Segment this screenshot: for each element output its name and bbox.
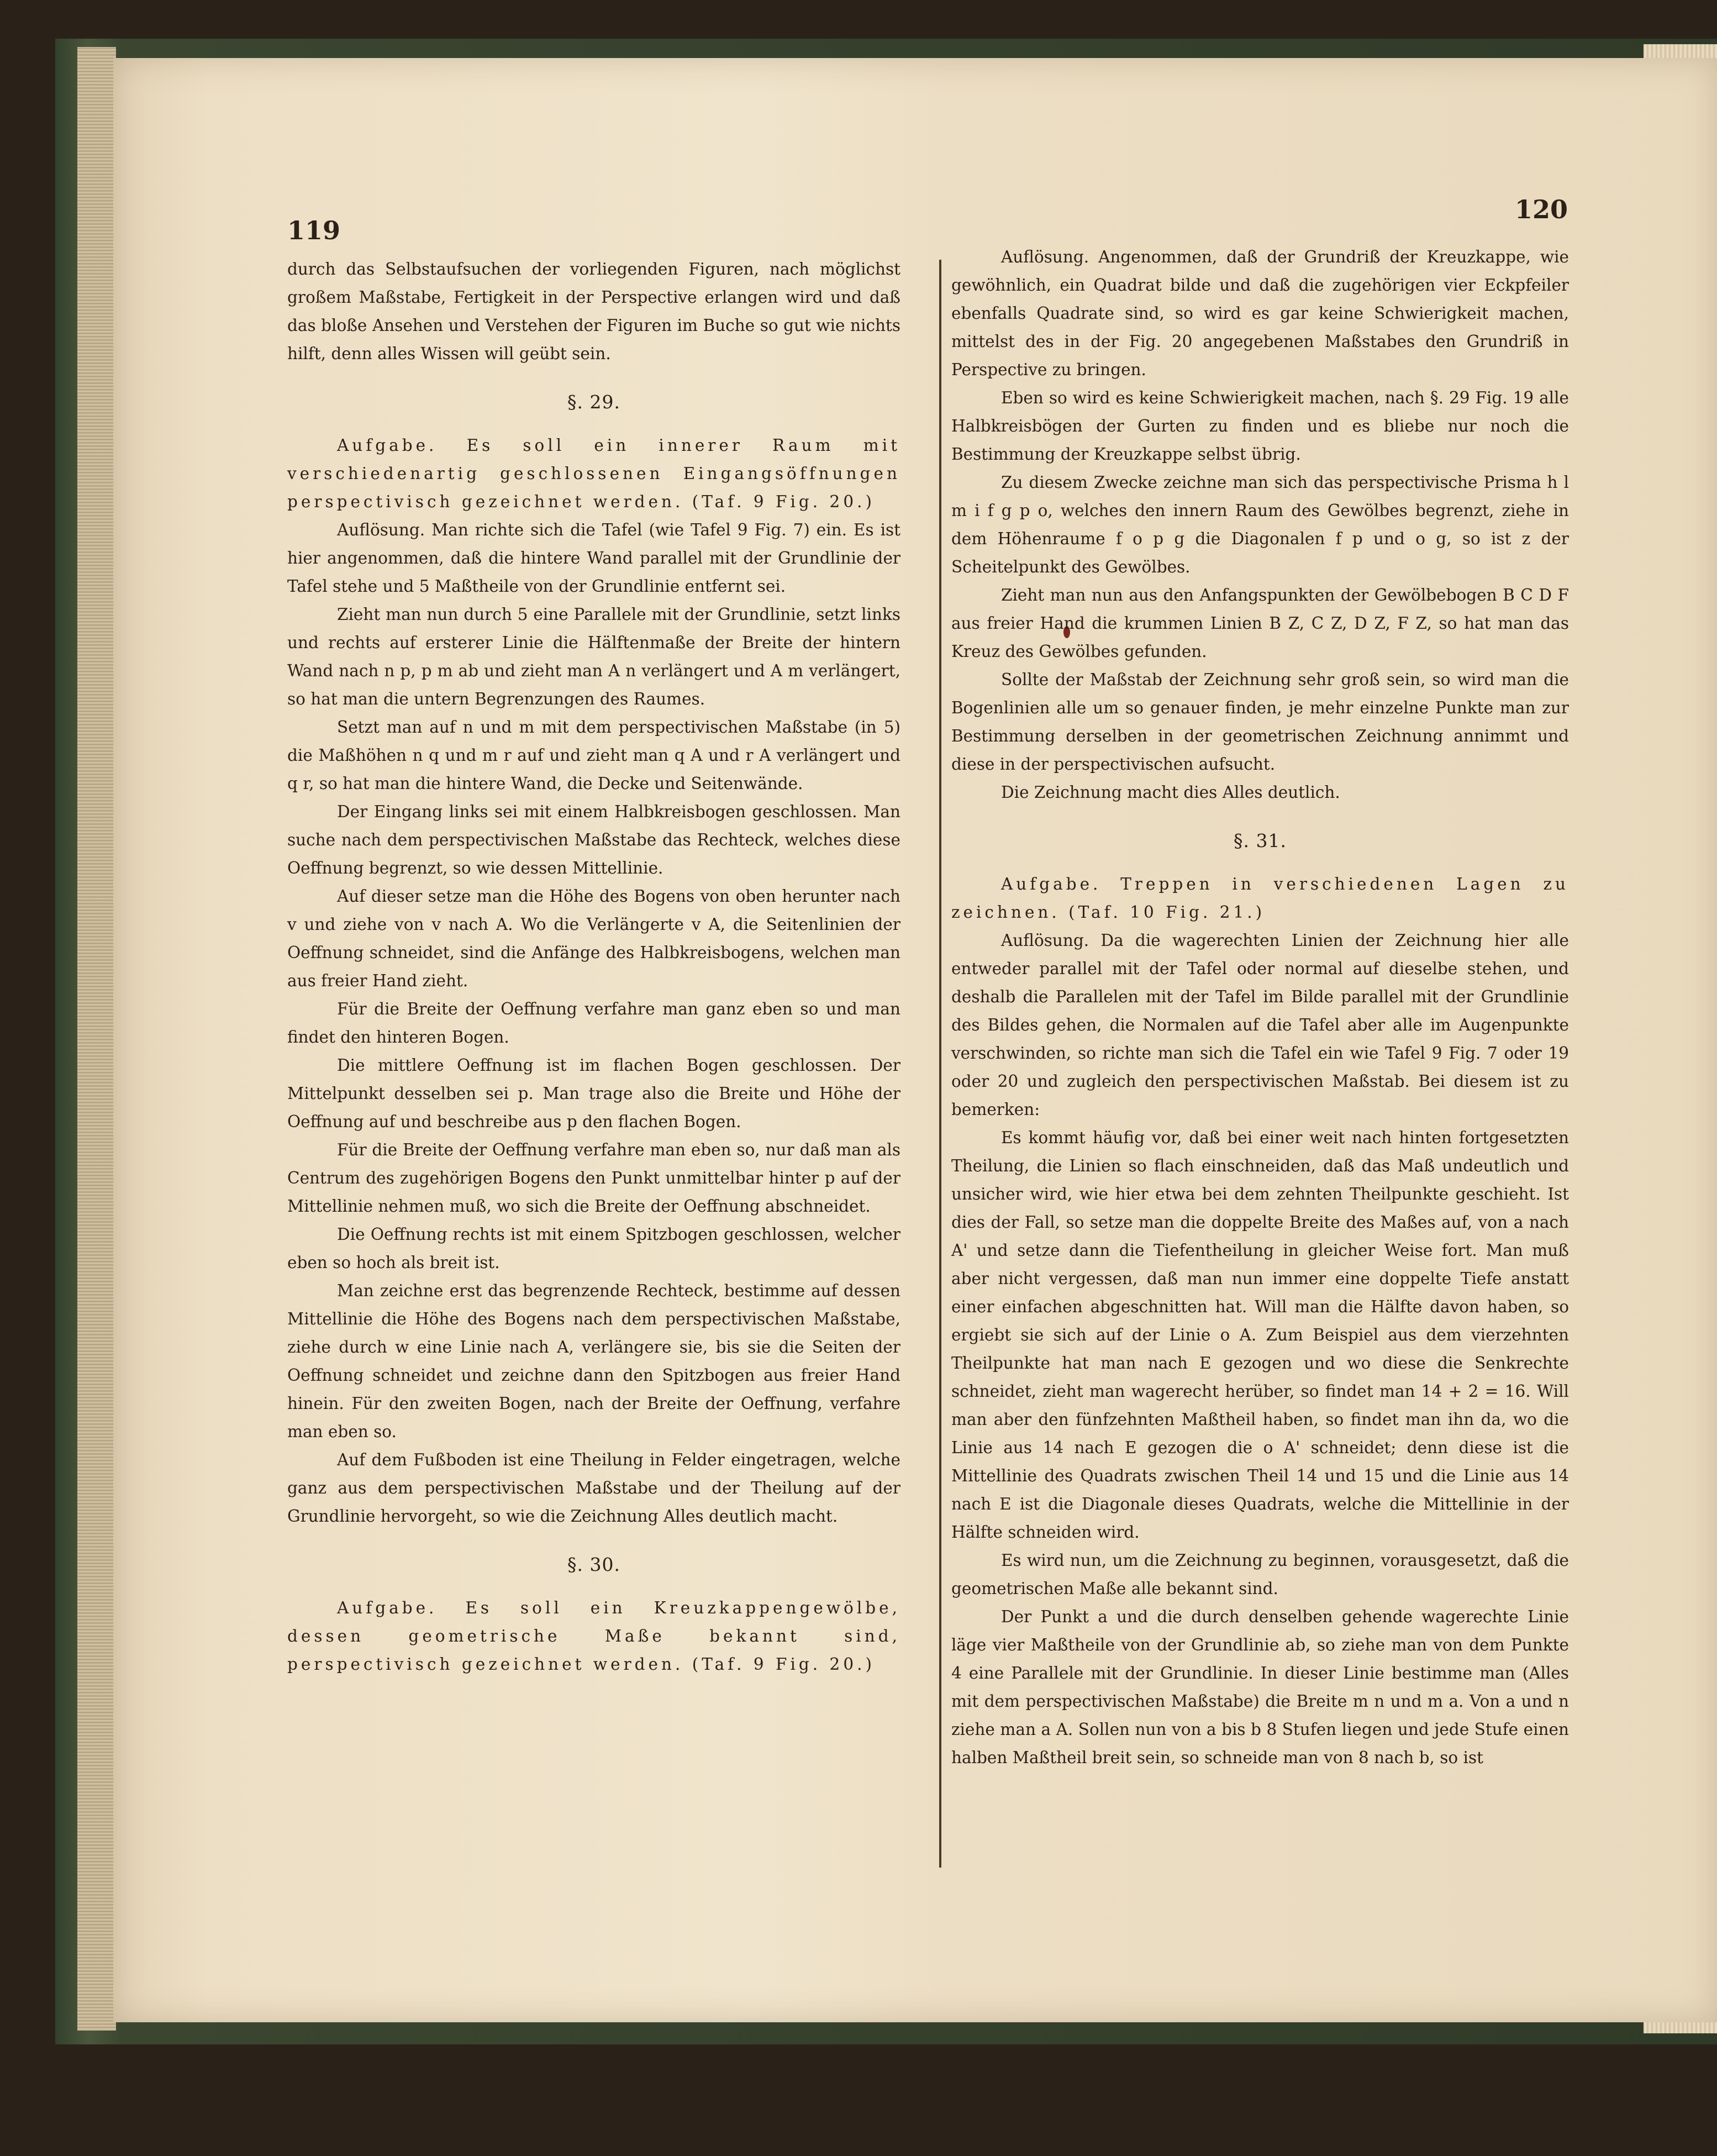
paragraph: durch das Selbstaufsuchen der vorliegenden Figuren, nach möglichst großem Maßstabe, Fertigkeit in der Perspective erlangen wird und daß das bloße Ansehen und Verstehen der Figuren im Buche so gut wie nichts hilft, denn alles Wissen will geübt sein.	[287, 260, 900, 363]
section-heading-30: §. 30.	[567, 1554, 620, 1575]
section-heading-29: §. 29.	[567, 391, 620, 413]
paragraph: Sollte der Maßstab der Zeichnung sehr groß sein, so wird man die Bogenlinien alle um so genauer finden, je mehr einzelne Punkte man zur Bestimmung derselben in der geometrischen Zeichnung annimmt und diese in der perspectivischen aufsucht.	[951, 670, 1569, 774]
paragraph: Auflösung. Angenommen, daß der Grundriß der Kreuzkappe, wie gewöhnlich, ein Quadrat bilde und daß die zugehörigen vier Eckpfeiler ebenfalls Quadrate sind, so wird es gar keine Schwierigkeit machen, mittelst des in der Fig. 20 angegebenen Maßstabes den Grundriß in Perspective zu bringen.	[951, 248, 1569, 379]
paragraph: Zieht man nun durch 5 eine Parallele mit der Grundlinie, setzt links und rechts auf ersterer Linie die Hälftenmaße der Breite der hintern Wand nach n p, p m ab und zieht man A n verlängert und A m verlängert, so hat man die untern Begrenzungen des Raumes.	[287, 605, 900, 708]
paragraph: Für die Breite der Oeffnung verfahre man eben so, nur daß man als Centrum des zugehörigen Bogens den Punkt unmittelbar hinter p auf der Mittellinie nehmen muß, wo sich die Breite der Oeffnung abschneidet.	[287, 1140, 900, 1216]
paragraph: Setzt man auf n und m mit dem perspectivischen Maßstabe (in 5) die Maßhöhen n q und m r auf und zieht man q A und r A verlängert und q r, so hat man die hintere Wand, die Decke und Seitenwände.	[287, 718, 900, 793]
paragraph: Auflösung. Da die wagerechten Linien der Zeichnung hier alle entweder parallel mit der Tafel oder normal auf dieselbe stehen, und deshalb die Parallelen mit der Tafel im Bilde parallel mit der Grundlinie des Bildes gehen, die Normalen auf die Tafel aber alle im Augenpunkte verschwinden, so richte man sich die Tafel ein wie Tafel 9 Fig. 7 oder 19 oder 20 und zugleich den perspectivischen Maßstab. Bei diesem ist zu bemerken:	[951, 931, 1569, 1119]
page-number-right: 120	[1515, 194, 1568, 224]
paragraph: Auflösung. Man richte sich die Tafel (wie Tafel 9 Fig. 7) ein. Es ist hier angenommen, daß die hintere Wand parallel mit der Grundlinie der Tafel stehe und 5 Maßtheile von der Grundlinie entfernt sei.	[287, 520, 900, 596]
paragraph: Auf dieser setze man die Höhe des Bogens von oben herunter nach v und ziehe von v nach A. Wo die Verlängerte v A, die Seitenlinien der Oeffnung schneidet, sind die Anfänge des Halbkreisbogens, welchen man aus freier Hand zieht.	[287, 887, 900, 990]
book-spine-edge	[77, 47, 116, 2031]
aufgabe-30: Aufgabe. Es soll ein Kreuzkappengewölbe, dessen geometrische Maße bekannt sind, perspectivisch gezeichnet werden. (Taf. 9 Fig. 20.)	[287, 1598, 900, 1674]
section-heading-31: §. 31.	[1234, 830, 1287, 851]
page-number-left: 119	[287, 215, 341, 245]
paragraph: Zu diesem Zwecke zeichne man sich das perspectivische Prisma h l m i f g p o, welches den innern Raum des Gewölbes begrenzt, ziehe in dem Höhenraume f o p g die Diagonalen f p und o g, so ist z der Scheitelpunkt des Gewölbes.	[951, 473, 1569, 576]
paragraph: Man zeichne erst das begrenzende Rechteck, bestimme auf dessen Mittellinie die Höhe des Bogens nach dem perspectivischen Maßstabe, ziehe durch w eine Linie nach A, verlängere sie, bis sie die Seiten der Oeffnung schneidet und zeichne dann den Spitzbogen aus freier Hand hinein. Für den zweiten Bogen, nach der Breite der Oeffnung, verfahre man eben so.	[287, 1281, 900, 1441]
paragraph: Die Zeichnung macht dies Alles deutlich.	[1001, 783, 1340, 802]
paragraph: Es kommt häufig vor, daß bei einer weit nach hinten fortgesetzten Theilung, die Linien so flach einschneiden, daß das Maß undeutlich und unsicher wird, wie hier etwa bei dem zehnten Theilpunkte geschieht. Ist dies der Fall, so setze man die doppelte Breite des Maßes auf, von a nach A' und setze dann die Tiefentheilung in gleicher Weise fort. Man muß aber nicht vergessen, daß man nun immer eine doppelte Tiefe anstatt einer einfachen abgeschnitten hat. Will man die Hälfte davon haben, so ergiebt sie sich auf der Linie o A. Zum Beispiel aus dem vierzehnten Theilpunkte hat man nach E gezogen und wo diese die Senkrechte schneidet, zieht man wagerecht herüber, so findet man 14 + 2 = 16. Will man aber den fünfzehnten Maßtheil haben, so findet man ihn da, wo die Linie aus 14 nach E gezogen die o A' schneidet; denn diese ist die Mittellinie des Quadrats zwischen Theil 14 und 15 und die Linie aus 14 nach E ist die Diagonale dieses Quadrats, welche die Mittellinie in der Hälfte schneiden wird.	[951, 1128, 1569, 1542]
column-divider	[939, 260, 941, 1868]
paragraph: Auf dem Fußboden ist eine Theilung in Felder eingetragen, welche ganz aus dem perspectivischen Maßstabe und der Theilung auf der Grundlinie hervorgeht, so wie die Zeichnung Alles deutlich macht.	[287, 1450, 900, 1526]
right-column	[951, 243, 1569, 1772]
aufgabe-31: Aufgabe. Treppen in verschiedenen Lagen zu zeichnen. (Taf. 10 Fig. 21.)	[951, 875, 1569, 922]
aufgabe-29: Aufgabe. Es soll ein innerer Raum mit verschiedenartig geschlossenen Eingangsöffnungen perspectivisch gezeichnet werden. (Taf. 9 Fig. 20.)	[287, 436, 900, 511]
paragraph: Es wird nun, um die Zeichnung zu beginnen, vorausgesetzt, daß die geometrischen Maße alle bekannt sind.	[951, 1551, 1569, 1598]
paragraph: Die mittlere Oeffnung ist im flachen Bogen geschlossen. Der Mittelpunkt desselben sei p. Man trage also die Breite und Höhe der Oeffnung auf und beschreibe aus p den flachen Bogen.	[287, 1056, 900, 1131]
paragraph: Der Eingang links sei mit einem Halbkreisbogen geschlossen. Man suche nach dem perspectivischen Maßstabe das Rechteck, welches diese Oeffnung begrenzt, so wie dessen Mittellinie.	[287, 802, 900, 877]
paragraph: Eben so wird es keine Schwierigkeit machen, nach §. 29 Fig. 19 alle Halbkreisbögen der Gurten zu finden und es bliebe nur noch die Bestimmung der Kreuzkappe selbst übrig.	[951, 388, 1569, 464]
paragraph: Die Oeffnung rechts ist mit einem Spitzbogen geschlossen, welcher eben so hoch als breit ist.	[287, 1225, 900, 1272]
paragraph: Für die Breite der Oeffnung verfahre man ganz eben so und man findet den hinteren Bogen.	[287, 1000, 900, 1047]
paragraph: Zieht man nun aus den Anfangspunkten der Gewölbebogen B C D F aus freier Hand die krummen Linien B Z, C Z, D Z, F Z, so hat man das Kreuz des Gewölbes gefunden.	[951, 586, 1569, 661]
paragraph: Der Punkt a und die durch denselben gehende wagerechte Linie läge vier Maßtheile von der Grundlinie ab, so ziehe man von dem Punkte 4 eine Parallele mit der Grundlinie. In dieser Linie bestimme man (Alles mit dem perspectivischen Maßstabe) die Breite m n und m a. Von a und n ziehe man a A. Sollen nun von a bis b 8 Stufen liegen und jede Stufe einen halben Maßtheil breit sein, so schneide man von 8 nach b, so ist	[951, 1607, 1569, 1767]
left-column	[287, 255, 900, 1679]
